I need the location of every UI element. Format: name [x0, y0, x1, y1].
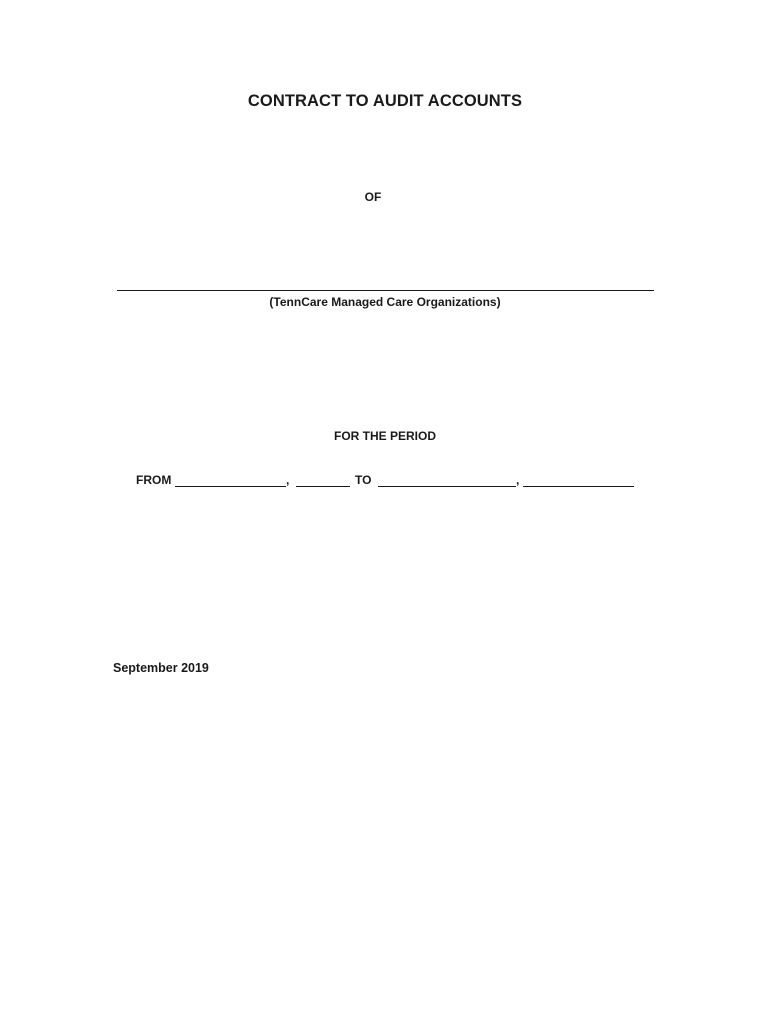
of-label: OF	[364, 190, 382, 204]
document-date: September 2019	[113, 661, 209, 675]
document-title: CONTRACT TO AUDIT ACCOUNTS	[247, 92, 523, 110]
to-year-blank	[523, 486, 634, 487]
to-label: TO	[355, 473, 372, 487]
period-heading: FOR THE PERIOD	[333, 429, 436, 443]
from-comma: ,	[286, 473, 290, 487]
organization-name-line	[117, 290, 654, 291]
to-date-blank	[378, 486, 516, 487]
from-year-blank	[296, 486, 350, 487]
organization-type-caption: (TennCare Managed Care Organizations)	[269, 295, 501, 309]
to-comma: ,	[516, 473, 520, 487]
from-label: FROM	[136, 473, 172, 487]
from-date-blank	[175, 486, 286, 487]
